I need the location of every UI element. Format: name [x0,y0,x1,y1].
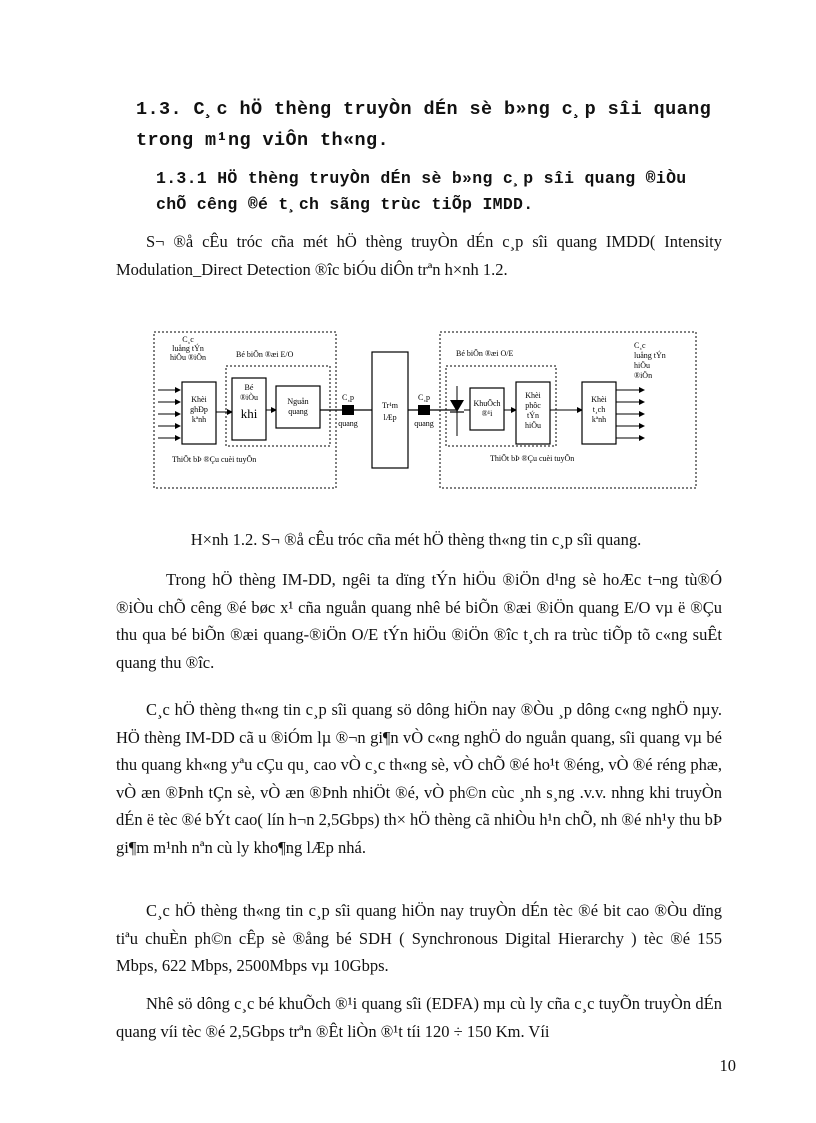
cable-1-top: C¸p [342,393,354,402]
rx-signal-label: C¸c luång tÝn hiÖu ®iÖn [634,341,666,380]
section-heading: 1.3. C¸c hÖ thèng truyÒn dÉn sè b»ng c¸p sîi quang trong m¹ng viÔn th«ng. [136,99,712,151]
tx-mux-label: Khèi ghÐp kªnh [190,395,208,424]
cable-1-bottom: quang [338,419,358,428]
intro-paragraph: S¬ ®å cÊu tróc cña mét hÖ thèng truyÒn dÉn c¸p sîi quang IMDD( Intensity Modulation_Direct Detection ®îc biÓu diÔn trªn h×nh 1.2. [116,232,722,279]
paragraph-sdh: C¸c hÖ thèng th«ng tin c¸p sîi quang hiÖn nay truyÒn dÉn tèc ®é bit cao ®Òu dïng tiªu chuÈn ph©n cÊp sè ®ång bé SDH ( Synchronous Digital Hierarchy ) tèc ®é 155 Mbps, 622 Mbps, 2500Mbps vµ 10Gbps. [116,901,722,975]
tx-driver-label: Bé ®iÒu khi [239,383,259,421]
rx-amp-label: KhuÕch ®¹i [473,399,501,418]
paragraph-edfa: Nhê sö dông c¸c bé khuÕch ®¹i quang sîi (EDFA) mµ cù ly cña c¸c tuyÕn truyÒn dÉn quang víi tèc ®é 2,5Gbps trªn ®Êt liÒn ®¹t tíi 120 ÷ 150 Km. Víi [116,994,722,1041]
subsection-heading: 1.3.1 HÖ thèng truyÒn dÉn sè b»ng c¸p sîi quang ®iÒu chÕ cêng ®é t¸ch sãng trùc tiÕp IMDD. [156,169,687,214]
figure-caption: H×nh 1.2. S¬ ®å cÊu tróc cña mét hÖ thèng th«ng tin c¸p sîi quang. [190,530,642,549]
system-diagram [150,328,700,492]
tx-source-label: Nguån quang [287,397,309,416]
tx-signal-label: C¸c luång tÝn hiÖu ®iÖn [169,335,207,362]
repeater-block [372,352,408,468]
cable-connector-2 [418,405,430,415]
repeater-label: Tr¹m lÆp [382,401,398,422]
cable-connector-1 [342,405,354,415]
eo-label: Bé biÕn ®æi E/O [236,350,294,359]
rx-terminal-label: ThiÕt bÞ ®Çu cuèi tuyÕn [490,454,575,463]
cable-2-bottom: quang [414,419,434,428]
page-number: 10 [719,1056,736,1075]
rx-recovery-label: Khèi phôc tÝn hiÖu [525,391,541,430]
paragraph-im-dd: Trong hÖ thèng IM-DD, ngêi ta dïng tÝn hiÖu ®iÖn d¹ng sè hoÆc t¬ng tù®Ó ®iÒu chÕ cêng ®é bøc x¹ cña nguån quang nhê bé biÕn ®æi ®iÖn quang E/O vµ ë ®Çu thu qua bé biÕn ®æi quang-®iÖn O/E tÝn hiÖu ®iÖn ®îc t¸ch ra trùc tiÕp tõ c«ng suÊt quang thu ®îc. [116,570,722,672]
tx-terminal-label: ThiÕt bÞ ®Çu cuèi tuyÕn [172,455,257,464]
cable-2-top: C¸p [418,393,430,402]
paragraph-advantages: C¸c hÖ thèng th«ng tin c¸p sîi quang sö dông hiÖn nay ®Òu ¸p dông c«ng nghÖ nµy. HÖ thèng IM-DD cã u ®iÓm lµ ®¬n gi¶n vÒ c«ng nghÖ do nguån quang, sîi quang vµ bé thu quang kh«ng yªu cÇu qu¸ cao vÒ c¸c th«ng sè, vÒ chÕ ®é ho¹t ®éng, vÒ ®é réng phæ, vÒ æn ®Þnh tÇn sè, vÒ æn ®Þnh nhiÖt ®é, vÒ ph©n cùc ¸nh s¸ng .v.v. nhng khi truyÒn dÉn ë tèc ®é bÝt cao( lín h¬n 2,5Gbps) th× hÖ thèng cã nhiÒu h¹n chÕ, nh ®é nh¹y thu bÞ gi¶m m¹nh nªn cù ly kho¶ng lÆp nhá. [116,700,722,857]
rx-demux-label: Khèi t¸ch kªnh [591,395,607,424]
oe-label: Bé biÕn ®æi O/E [456,349,514,358]
